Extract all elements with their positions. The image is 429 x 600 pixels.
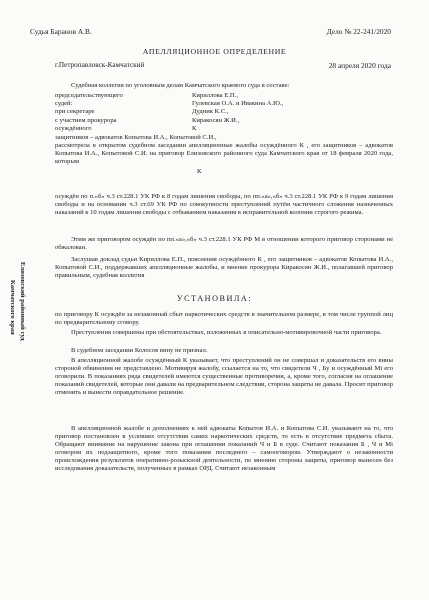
review-defendant-initial: К (197, 168, 202, 175)
judge-name: Судья Баранов А.В. (30, 27, 92, 36)
defenders-line: защитников – адвокатов Копытова И.А., Копытовой С.И., (55, 134, 217, 141)
court-composition (55, 92, 395, 133)
intro-paragraph: Судебная коллегия по уголовным делам Камчатского краевого суда в составе: (71, 82, 290, 89)
established-heading: УСТАНОВИЛА: (176, 294, 253, 303)
composition-row (55, 117, 395, 125)
document-title: АПЕЛЛЯЦИОННОЕ ОПРЕДЕЛЕНИЕ (142, 47, 287, 56)
established-paragraph-3: В судебном заседании Колосов вину не признал. (71, 347, 208, 354)
composition-row (55, 92, 395, 100)
document-date: 28 апреля 2020 года (328, 61, 391, 70)
established-paragraph-2: Преступления совершены при обстоятельствах, изложенных в описательно-мотивировочной части приговора. (71, 329, 382, 336)
acquit-paragraph: Этим же приговором осуждён по пп.«а»,«б» ч.3 ст.228.1 УК РФ М в отношении которого приговор сторонами не обжалован. (55, 236, 393, 251)
place: г.Петропавловск-Камчатский (55, 61, 145, 69)
established-paragraph-5: В апелляционной жалобе и дополнениях к ней адвокаты Копытов И.А. и Копытова С.И. указывают на то, что приговор постановлен в условиях отсутствия самих наркотических средств, то есть в отсутствие предмета сбыта. Обращают внимание на нарушение закона при оглашении показаний Ч и Б в суде. Считают показания Б , Ч и Мі оговором их подзащитного, кроме того показания последнего – самооговором. Утверждают о незаконности происхождения результатов оперативно-розыскной деятельности, по мнению стороны защиты, приговор вынесен без исследования доказательств, полученных в рамках ОРД. Считают незаконным (55, 425, 393, 472)
court-stamp (4, 262, 38, 372)
composition-role: с участием прокурора (55, 116, 117, 124)
sentence-paragraph: осуждён по п.«б» ч.3 ст.228.1 УК РФ к 8 годам лишения свободы, по пп.«а»,«б» ч.3 ст.228.1 УК РФ к 9 годам лишения свободы и на основании ч.3 ст.69 УК РФ по совокупности преступлений путём частичного сложения назначенных наказаний к 10 годам лишения свободы с отбыванием наказания в исправительной колонии строгого режима. (55, 193, 393, 216)
composition-role: судей: (55, 100, 73, 108)
established-paragraph-4: В апелляционной жалобе осуждённый К указывает, что преступлений он не совершал и доказательств его вины стороной обвинения не представлено. Мотивируя жалобу, ссылается на то, что свидетели Ч , Бу и осуждённый Мі его оговорили. В показаниях ряда свидетелей имеются существенные противоречия, а, кроме того, согласия на оглашение показаний свидетелей, которые они давали на предварительном следствии, сторона защиты не давала. Просит приговор отменить и вынести оправдательное решение. (55, 357, 393, 396)
composition-role: председательствующего (55, 92, 123, 99)
established-paragraph-1: по приговору К осуждён за незаконный сбыт наркотических средств в значительном размере, в том числе группой лиц по предварительному сговору. (55, 311, 393, 326)
case-number: Дело № 22-241/2020 (326, 27, 391, 36)
stamp-line-2: Камчатского края (9, 280, 16, 335)
composition-role: осуждённого (55, 124, 92, 132)
composition-name: Киракосян Ж.И., (192, 116, 240, 124)
composition-row (55, 108, 395, 116)
composition-role: при секретаре (55, 108, 95, 116)
composition-name: Дудник К.С., (192, 108, 229, 116)
stamp-line-1: Елизовский районный суд (19, 262, 26, 341)
hearing-paragraph: Заслушав доклад судьи Кириллова Е.П., пояснения осуждённого К , его защитников – адвокатов Копытова И.А., Копытовой С.И., поддержавших апелляционные жалобы, и мнение прокурора Киракосян Ж.И., полагавшей приговор правильным, судебная коллегия (55, 256, 393, 279)
review-paragraph: рассмотрела в открытом судебном заседании апелляционные жалобы осуждённого К , его защитников – адвокатов Копытова И.А., Копытовой С.И. на приговор Елизовского районного суда Камчатского края от 18 февраля 2020 года, которым (55, 142, 393, 165)
composition-name: Кириллова Е.П., (192, 92, 238, 99)
composition-name: Гулевская О.А. и Ивакина А.Ю., (192, 100, 284, 108)
composition-row (55, 100, 395, 108)
composition-name: К (192, 124, 197, 132)
composition-row (55, 125, 395, 133)
